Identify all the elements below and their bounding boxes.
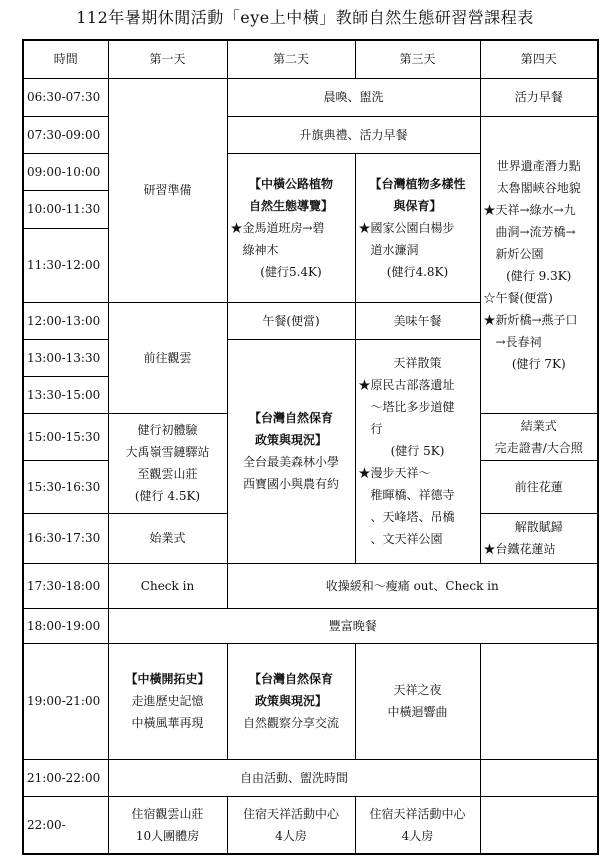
- time-cell: 12:00-13:00: [23, 302, 108, 339]
- d4-end-line: ★台鐵花蓮站: [483, 542, 556, 556]
- d1-evening-cell: [108, 643, 227, 759]
- d1-goto-cell: [108, 302, 227, 413]
- d4-trip-line: 新炘公園: [495, 246, 544, 261]
- time-cell: 15:30-16:30: [23, 460, 108, 513]
- d1-stay-cell: [108, 796, 227, 854]
- d4-closing-cell: [480, 413, 598, 460]
- d1-checkin-cell: Check in: [108, 563, 227, 608]
- d2-policy-line: 【台灣自然保育: [248, 411, 333, 425]
- d3-plant-cell: [355, 153, 480, 302]
- d4-trip-cell: [480, 116, 598, 413]
- header-row: [23, 40, 598, 78]
- d3-plant-line: 與保育】: [393, 198, 442, 213]
- d3-lunch-cell: 美味午餐: [355, 302, 480, 339]
- table-row: [23, 78, 598, 116]
- d4-trip-line: (健行 9.3K): [506, 268, 572, 283]
- d2-plant-line: (健行5.4K): [260, 264, 322, 279]
- d3-tianxiang-line: ★原民古部落遺址: [358, 378, 455, 392]
- d1-prep-cell: [108, 78, 227, 302]
- d4-trip-line: (健行 7K): [511, 356, 566, 371]
- d3-evening-line: 天祥之夜: [393, 683, 442, 697]
- d3-tianxiang-line: 天祥散策: [393, 356, 442, 370]
- d3-tianxiang-line: 、文天祥公園: [370, 532, 443, 546]
- d1-stay-line: 10人團體房: [135, 828, 200, 843]
- d1-hike-line: 大禹嶺雪鏈驛站: [125, 445, 210, 459]
- d2-policy-line: 政策與現況】: [254, 433, 327, 447]
- header-time: 時間: [23, 40, 108, 78]
- morning-wash-cell: 晨喚、盥洗: [227, 78, 480, 116]
- d4-stay-empty-cell: [480, 796, 598, 854]
- d3-tianxiang-line: (健行 5K): [390, 444, 445, 458]
- d3-plant-line: 【台灣植物多樣性: [369, 176, 466, 191]
- table-row: [23, 643, 598, 759]
- d3-plant-line: ★國家公園白楊步: [358, 220, 455, 235]
- time-cell: 07:30-09:00: [23, 116, 108, 153]
- header-day3: 第三天: [355, 40, 480, 78]
- d3-stay-cell: [355, 796, 480, 854]
- d4-free-empty-cell: [480, 759, 598, 796]
- d4-trip-line: 曲洞→流芳橋→: [495, 224, 576, 239]
- table-row: [23, 759, 598, 796]
- time-cell: 10:00-11:30: [23, 190, 108, 228]
- schedule-table: [22, 39, 599, 855]
- d1-hike-cell: [108, 413, 227, 513]
- time-cell: 06:30-07:30: [23, 78, 108, 116]
- d3-evening-cell: [355, 643, 480, 759]
- d4-evening-empty-cell: [480, 643, 598, 759]
- time-cell: 21:00-22:00: [23, 759, 108, 796]
- d2-plant-line: 綠神木: [242, 242, 279, 257]
- d2-evening-line: 政策與現況】: [254, 694, 327, 708]
- d4-trip-line: ☆午餐(便當): [483, 290, 553, 305]
- d2-plant-line: ★金馬道班房→碧: [230, 220, 325, 235]
- d4-end-cell: [480, 513, 598, 563]
- d4-closing-line: 結業式: [520, 418, 557, 433]
- table-row: [23, 563, 598, 608]
- d1-stay-line: 住宿觀雲山莊: [131, 806, 204, 821]
- time-cell: 17:30-18:00: [23, 563, 108, 608]
- header-day4: 第四天: [480, 40, 598, 78]
- d2-stay-line: 4人房: [275, 828, 307, 843]
- table-row: [23, 796, 598, 854]
- d3-tianxiang-line: 稚暉橋、祥德寺: [370, 488, 455, 502]
- d2-plant-cell: [227, 153, 355, 302]
- d3-tianxiang-line: ～塔比多步道健: [370, 400, 455, 414]
- d3-stay-line: 4人房: [401, 828, 434, 843]
- d3-tianxiang-line: 行: [370, 422, 383, 436]
- time-cell: 11:30-12:00: [23, 228, 108, 302]
- d3-stay-line: 住宿天祥活動中心: [369, 806, 466, 821]
- d2-stay-line: 住宿天祥活動中心: [242, 806, 339, 821]
- d1-evening-line: 中橫風華再現: [131, 716, 204, 730]
- d1-opening-cell: 始業式: [108, 513, 227, 563]
- dinner-cell: 豐富晚餐: [108, 608, 598, 643]
- d1-prep: 研習準備: [143, 183, 192, 197]
- header-day1: 第一天: [108, 40, 227, 78]
- time-cell: 18:00-19:00: [23, 608, 108, 643]
- time-cell: 15:00-15:30: [23, 413, 108, 460]
- d2-policy-cell: [227, 339, 355, 563]
- d2-evening-line: 自然觀察分享交流: [242, 716, 339, 730]
- d2-policy-line: 西寶國小與農有約: [242, 477, 339, 491]
- table-row: [23, 608, 598, 643]
- d4-end-line: 解散賦歸: [514, 520, 563, 534]
- d2-plant-line: 【中橫公路植物: [248, 176, 333, 191]
- flag-breakfast-cell: 升旗典禮、活力早餐: [227, 116, 480, 153]
- d2-policy-line: 全台最美森林小學: [242, 455, 339, 469]
- d3-tianxiang-line: ★漫步天祥～: [358, 466, 431, 480]
- time-cell: 16:30-17:30: [23, 513, 108, 563]
- d4-trip-line: 太魯閣峽谷地貌: [496, 180, 581, 195]
- d3-tianxiang-line: 、天峰塔、吊橋: [370, 510, 455, 524]
- d1-goto: 前往觀雲: [143, 350, 192, 365]
- time-cell: 19:00-21:00: [23, 643, 108, 759]
- d3-tianxiang-cell: [355, 339, 480, 563]
- d2-lunch-cell: 午餐(便當): [227, 302, 355, 339]
- d2-stay-cell: [227, 796, 355, 854]
- relax-checkin-cell: 收操緩和～瘦痛 out、Check in: [227, 563, 598, 608]
- d3-evening-line: 中橫迴響曲: [387, 705, 448, 719]
- d4-breakfast-cell: 活力早餐: [480, 78, 598, 116]
- d2-evening-cell: [227, 643, 355, 759]
- d4-trip-line: ★天祥→綠水→九: [483, 202, 576, 217]
- time-cell: 13:00-13:30: [23, 339, 108, 376]
- d1-hike-line: (健行 4.5K): [134, 489, 201, 503]
- free-time-cell: 自由活動、盥洗時間: [108, 759, 480, 796]
- d1-hike-line: 至觀雲山莊: [137, 467, 198, 481]
- d1-evening-line: 走進歷史記憶: [131, 694, 204, 708]
- header-day2: 第二天: [227, 40, 355, 78]
- page-title: 112年暑期休閒活動「eye上中橫」教師自然生態研習營課程表: [76, 8, 534, 27]
- d3-plant-line: (健行4.8K): [386, 264, 449, 279]
- d4-goto-cell: 前往花蓮: [480, 460, 598, 513]
- time-cell: 09:00-10:00: [23, 153, 108, 190]
- d2-plant-line: 自然生態導覽】: [248, 198, 333, 213]
- d4-trip-line: →長春祠: [495, 334, 542, 349]
- d1-hike-line: 健行初體驗: [137, 423, 198, 437]
- d4-trip-line: ★新炘橋→燕子口: [483, 312, 578, 327]
- d1-evening-line: 【中橫開拓史】: [125, 672, 210, 686]
- d2-evening-line: 【台灣自然保育: [248, 672, 333, 686]
- time-cell: 22:00-: [23, 796, 108, 854]
- time-cell: 13:30-15:00: [23, 376, 108, 413]
- d3-plant-line: 道水濂洞: [370, 242, 419, 257]
- d4-closing-line: 完走證書/大合照: [494, 440, 583, 455]
- d4-trip-line: 世界遺產潛力點: [496, 158, 581, 173]
